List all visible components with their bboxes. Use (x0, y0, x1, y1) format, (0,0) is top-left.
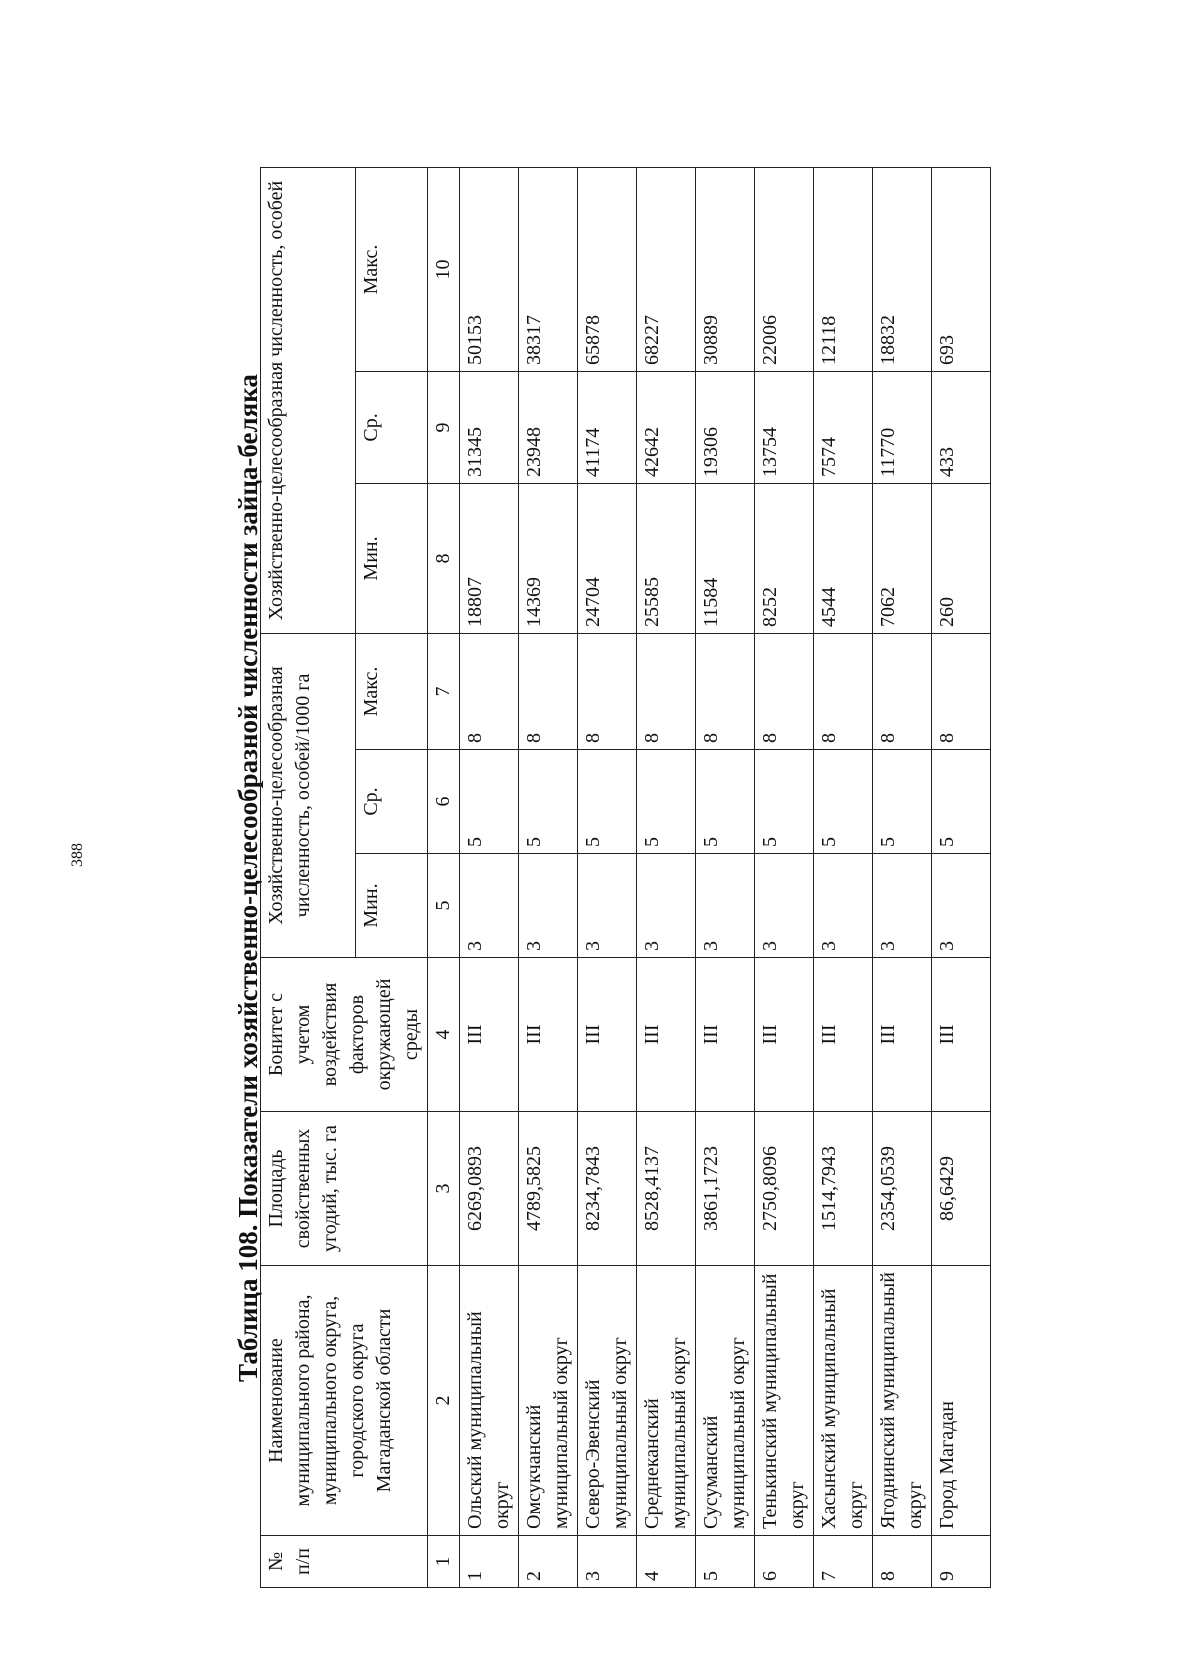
row-name: Хасынский муниципальный округ (814, 1266, 873, 1536)
column-number-row (428, 167, 460, 1587)
row-bonitet: III (460, 958, 519, 1112)
header-name: Наименование муниципального района, муниципального округа, городского округа Магаданской области (261, 1266, 428, 1536)
row-density-min: 3 (755, 854, 814, 958)
row-name: Ягоднинский муниципальный округ (873, 1266, 932, 1536)
row-density-avg: 5 (755, 750, 814, 854)
row-density-max: 8 (814, 633, 873, 749)
row-total-avg: 19306 (696, 371, 755, 483)
row-name: Северо-Эвенский муниципальный округ (578, 1266, 637, 1536)
row-density-min: 3 (873, 854, 932, 958)
row-bonitet: III (519, 958, 578, 1112)
row-total-avg: 41174 (578, 371, 637, 483)
row-density-min: 3 (578, 854, 637, 958)
row-density-max: 8 (519, 633, 578, 749)
header-density-max: Макс. (355, 633, 427, 749)
header-density-min: Мин. (355, 854, 427, 958)
row-bonitet: III (637, 958, 696, 1112)
row-density-avg: 5 (932, 750, 991, 854)
row-area: 86,6429 (932, 1112, 991, 1266)
row-number: 9 (932, 1536, 991, 1588)
row-area: 1514,7943 (814, 1112, 873, 1266)
row-density-max: 8 (755, 633, 814, 749)
row-number: 3 (578, 1536, 637, 1588)
table-row (932, 167, 991, 1587)
row-name: Среднеканский муниципальный округ (637, 1266, 696, 1536)
row-number: 6 (755, 1536, 814, 1588)
table-title: Таблица 108. Показатели хозяйственно-целесообразной численности зайца-беляка (233, 374, 263, 1382)
row-density-avg: 5 (637, 750, 696, 854)
row-density-avg: 5 (578, 750, 637, 854)
header-total-max: Макс. (355, 167, 427, 371)
row-area: 8234,7843 (578, 1112, 637, 1266)
row-density-min: 3 (637, 854, 696, 958)
row-total-max: 68227 (637, 167, 696, 371)
row-density-max: 8 (696, 633, 755, 749)
row-density-min: 3 (460, 854, 519, 958)
row-bonitet: III (755, 958, 814, 1112)
row-number: 8 (873, 1536, 932, 1588)
column-number: 9 (428, 371, 460, 483)
column-number: 8 (428, 483, 460, 633)
column-number: 3 (428, 1112, 460, 1266)
row-area: 6269,0893 (460, 1112, 519, 1266)
row-total-max: 22006 (755, 167, 814, 371)
header-density-avg: Ср. (355, 750, 427, 854)
row-total-min: 18807 (460, 483, 519, 633)
row-density-min: 3 (696, 854, 755, 958)
rotated-content (230, 168, 1190, 1588)
header-bonitet: Бонитет с учетом воздействия факторов окружающей среды (261, 958, 428, 1112)
row-total-avg: 13754 (755, 371, 814, 483)
row-total-max: 50153 (460, 167, 519, 371)
row-number: 7 (814, 1536, 873, 1588)
column-number: 1 (428, 1536, 460, 1588)
row-area: 2750,8096 (755, 1112, 814, 1266)
row-total-max: 65878 (578, 167, 637, 371)
row-density-avg: 5 (873, 750, 932, 854)
row-number: 2 (519, 1536, 578, 1588)
row-density-max: 8 (460, 633, 519, 749)
row-density-avg: 5 (696, 750, 755, 854)
row-total-min: 14369 (519, 483, 578, 633)
header-total-group: Хозяйственно-целесообразная численность, особей (261, 167, 356, 633)
row-total-max: 38317 (519, 167, 578, 371)
row-density-avg: 5 (814, 750, 873, 854)
row-total-max: 693 (932, 167, 991, 371)
column-number: 2 (428, 1266, 460, 1536)
column-number: 10 (428, 167, 460, 371)
row-total-max: 30889 (696, 167, 755, 371)
column-number: 6 (428, 750, 460, 854)
row-name: Ольский муниципальный округ (460, 1266, 519, 1536)
table-row (696, 167, 755, 1587)
row-density-max: 8 (873, 633, 932, 749)
row-density-avg: 5 (519, 750, 578, 854)
row-name: Омсукчанский муниципальный округ (519, 1266, 578, 1536)
data-table (260, 167, 991, 1588)
row-total-min: 11584 (696, 483, 755, 633)
header-total-min: Мин. (355, 483, 427, 633)
row-total-avg: 31345 (460, 371, 519, 483)
column-number: 7 (428, 633, 460, 749)
row-number: 1 (460, 1536, 519, 1588)
row-density-min: 3 (814, 854, 873, 958)
row-name: Тенькинский муниципальный округ (755, 1266, 814, 1536)
row-bonitet: III (578, 958, 637, 1112)
row-density-max: 8 (932, 633, 991, 749)
row-name: Город Магадан (932, 1266, 991, 1536)
row-area: 4789,5825 (519, 1112, 578, 1266)
row-total-min: 4544 (814, 483, 873, 633)
row-bonitet: III (873, 958, 932, 1112)
column-number: 5 (428, 854, 460, 958)
table-row (637, 167, 696, 1587)
row-number: 4 (637, 1536, 696, 1588)
header-num: № п/п (261, 1536, 428, 1588)
row-density-min: 3 (932, 854, 991, 958)
row-total-max: 18832 (873, 167, 932, 371)
header-total-avg: Ср. (355, 371, 427, 483)
row-total-avg: 11770 (873, 371, 932, 483)
page-number: 388 (69, 843, 86, 867)
row-area: 8528,4137 (637, 1112, 696, 1266)
table-row (755, 167, 814, 1587)
row-total-min: 7062 (873, 483, 932, 633)
table-row (519, 167, 578, 1587)
header-area: Площадь свойственных угодий, тыс. га (261, 1112, 428, 1266)
row-total-avg: 433 (932, 371, 991, 483)
column-number: 4 (428, 958, 460, 1112)
row-total-avg: 23948 (519, 371, 578, 483)
row-total-min: 260 (932, 483, 991, 633)
row-bonitet: III (696, 958, 755, 1112)
table-row (578, 167, 637, 1587)
row-total-avg: 42642 (637, 371, 696, 483)
row-density-max: 8 (578, 633, 637, 749)
row-bonitet: III (814, 958, 873, 1112)
row-total-avg: 7574 (814, 371, 873, 483)
table-row (814, 167, 873, 1587)
row-density-min: 3 (519, 854, 578, 958)
row-area: 2354,0539 (873, 1112, 932, 1266)
table-row (460, 167, 519, 1587)
row-area: 3861,1723 (696, 1112, 755, 1266)
row-name: Сусуманский муниципальный округ (696, 1266, 755, 1536)
table-row (873, 167, 932, 1587)
header-density-group: Хозяйственно-целесообразная численность, особей/1000 га (261, 633, 356, 957)
row-density-avg: 5 (460, 750, 519, 854)
row-bonitet: III (932, 958, 991, 1112)
row-total-max: 12118 (814, 167, 873, 371)
row-total-min: 8252 (755, 483, 814, 633)
row-total-min: 25585 (637, 483, 696, 633)
row-number: 5 (696, 1536, 755, 1588)
row-density-max: 8 (637, 633, 696, 749)
row-total-min: 24704 (578, 483, 637, 633)
